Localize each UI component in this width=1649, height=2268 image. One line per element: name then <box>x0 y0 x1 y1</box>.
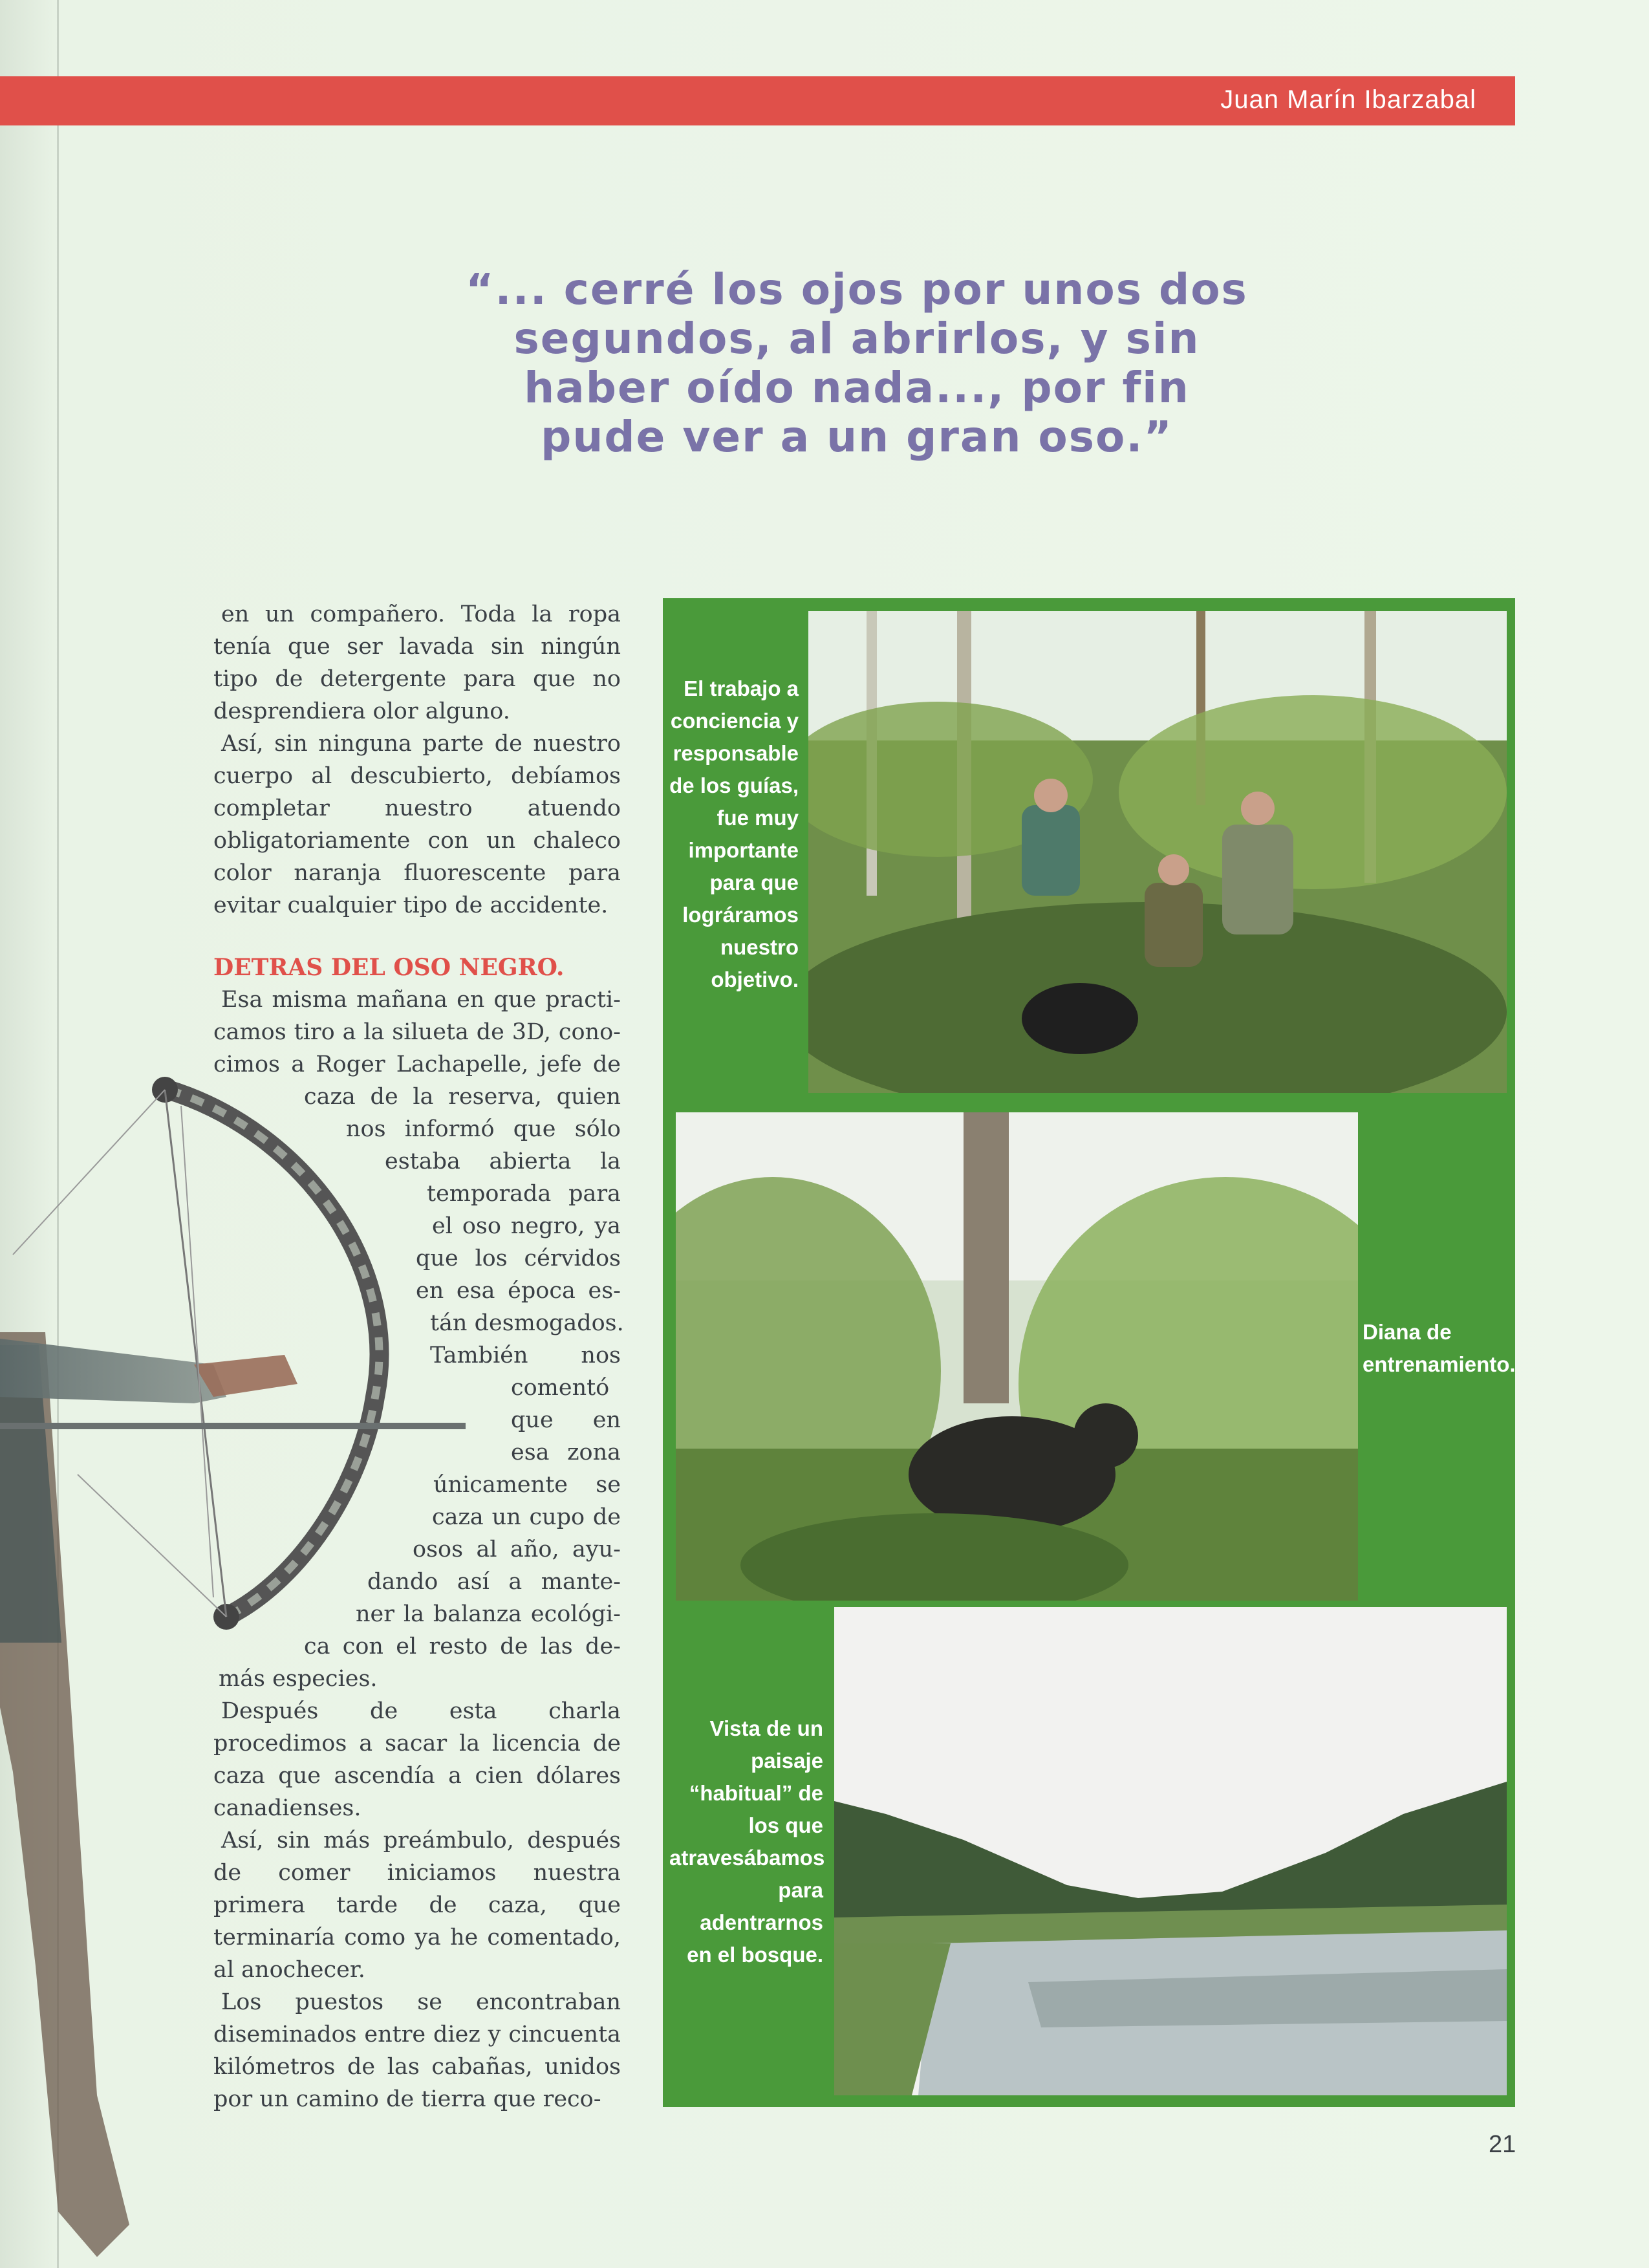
header-bar <box>0 76 1515 125</box>
page-number: 21 <box>1489 2131 1516 2158</box>
text-line: esa zona <box>511 1440 621 1465</box>
text-line: caza de la reserva, quien <box>304 1084 621 1110</box>
text-line: temporada para <box>427 1181 621 1207</box>
photo-bear-target <box>676 1112 1358 1601</box>
paragraph: Después de esta charla procedimos a sacar la licencia de caza que ascendía a cien dólares canadienses. <box>213 1698 621 1821</box>
pull-quote: “... cerré los ojos por unos dos segundos, al abrirlos, y sin haber oído nada..., por fin pude ver a un gran oso.” <box>466 265 1248 462</box>
paragraph: Así, sin ninguna parte de nuestro cuerpo al descubierto, debíamos completar nuestro atuendo obligatoriamente con un chaleco color naranja fluorescente para evitar cualquier tipo de accidente. <box>213 731 621 918</box>
text-line: en esa época es- <box>416 1278 621 1304</box>
text-line: más especies. <box>219 1666 378 1692</box>
text-line: Esa misma mañana en que practi- <box>221 987 621 1013</box>
text-line: caza un cupo de <box>432 1504 621 1530</box>
wrapped-paragraph <box>213 984 624 1695</box>
text-line: nos informó que sólo <box>346 1116 621 1142</box>
author-name: Juan Marín Ibarzabal <box>1220 85 1476 114</box>
text-line: ner la balanza ecológi- <box>356 1601 621 1627</box>
paragraph: Los puestos se encontraban diseminados entre diez y cincuenta kilómetros de las cabañas, unidos por un camino de tierra que reco- <box>213 1989 621 2112</box>
text-line: comentó <box>511 1375 610 1401</box>
text-line: camos tiro a la silueta de 3D, cono- <box>213 1019 621 1045</box>
text-line: osos al año, ayu- <box>413 1537 621 1562</box>
caption-photo-hunters: El trabajo a conciencia y responsable de los guías, fue muy importante para que lográramos nuestro objetivo. <box>669 676 799 991</box>
text-line: el oso negro, ya <box>432 1213 621 1239</box>
photo-river-landscape <box>834 1607 1507 2095</box>
caption-photo-river: Vista de un paisaje “habitual” de los que atravesábamos para adentrarnos en el bosque. <box>669 1716 825 1967</box>
caption-photo-bear: Diana de entrenamiento. <box>1363 1320 1516 1376</box>
text-line: que en <box>511 1407 621 1433</box>
text-line: ca con el resto de las de- <box>304 1634 621 1659</box>
text-line: tán desmogados. <box>430 1310 624 1336</box>
article-body <box>213 598 624 2115</box>
paragraph: Así, sin más preámbulo, después de comer iniciamos nuestra primera tarde de caza, que terminaría como ya he comentado, al anochecer. <box>213 1828 621 1983</box>
text-line: únicamente se <box>433 1472 621 1498</box>
photo-hunters-forest <box>808 611 1507 1093</box>
section-heading: DETRAS DEL OSO NEGRO. <box>213 954 565 981</box>
paragraph: en un compañero. Toda la ropa tenía que ser lavada sin ningún tipo de detergente para que no desprendiera olor alguno. <box>213 601 621 724</box>
text-line: También nos <box>430 1343 621 1368</box>
text-line: estaba abierta la <box>385 1149 621 1174</box>
text-line: que los cérvidos <box>416 1246 621 1271</box>
text-line: cimos a Roger Lachapelle, jefe de <box>213 1052 621 1077</box>
text-line: dando así a mante- <box>367 1569 621 1595</box>
